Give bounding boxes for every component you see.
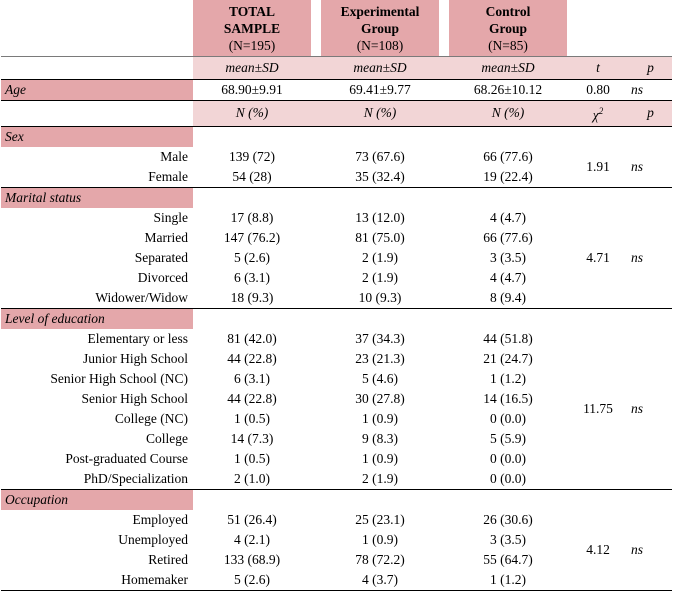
row-exp: 2 (1.9) (362, 269, 398, 285)
header-total-line2: SAMPLE (223, 21, 281, 36)
table-row (1, 208, 672, 228)
row-ctrl: 66 (77.6) (483, 229, 533, 245)
row-ctrl: 1 (1.2) (490, 370, 526, 386)
occupation-section-title: Occupation (1, 489, 193, 510)
row-ctrl: 3 (3.5) (490, 531, 526, 547)
row-label: Unemployed (118, 531, 188, 547)
row-exp: 2 (1.9) (362, 249, 398, 265)
row-exp: 5 (4.6) (362, 370, 398, 386)
row-total: 139 (72) (228, 148, 276, 164)
header-empty (1, 0, 193, 57)
row-exp: 35 (32.4) (355, 168, 405, 184)
header-total (193, 0, 311, 57)
header-exp-line1: Experimental (340, 4, 420, 19)
subheader2-ctrl: N (%) (449, 101, 567, 127)
row-exp: 1 (0.9) (362, 531, 398, 547)
subheader-n-row (1, 101, 672, 127)
age-row (1, 80, 672, 101)
table-row (1, 510, 672, 530)
sex-stat: 1.91 (586, 158, 610, 174)
subheader-exp: mean±SD (321, 57, 439, 80)
row-exp: 78 (72.2) (355, 551, 405, 567)
header-experimental (321, 0, 439, 57)
education-section-header (1, 308, 672, 329)
row-label: Male (160, 148, 188, 164)
row-label: PhD/Specialization (83, 470, 188, 486)
row-total: 17 (8.8) (230, 209, 274, 225)
subheader2-exp: N (%) (321, 101, 439, 127)
row-exp: 81 (75.0) (355, 229, 405, 245)
row-label: Divorced (137, 269, 188, 285)
row-ctrl: 19 (22.4) (483, 168, 533, 184)
row-total: 81 (42.0) (227, 330, 277, 346)
row-label: Single (153, 209, 188, 225)
row-label: Retired (148, 551, 188, 567)
age-ctrl: 68.26±10.12 (449, 80, 567, 101)
row-exp: 13 (12.0) (355, 209, 405, 225)
subheader-mean-row (1, 57, 672, 80)
row-label: Homemaker (1, 570, 193, 591)
row-label: Employed (132, 511, 188, 527)
row-label: Junior High School (82, 350, 188, 366)
subheader-total: mean±SD (193, 57, 311, 80)
header-row (1, 0, 672, 57)
row-ctrl: 0 (0.0) (490, 410, 526, 426)
subheader-ctrl: mean±SD (449, 57, 567, 80)
header-exp-line2: Group (360, 21, 399, 36)
row-ctrl: 8 (9.4) (490, 289, 526, 305)
row-total: 4 (2.1) (234, 531, 270, 547)
row-ctrl: 0 (0.0) (490, 450, 526, 466)
row-exp: 4 (3.7) (321, 570, 439, 591)
occupation-p: ns (629, 510, 672, 591)
row-total: 1 (0.5) (234, 410, 270, 426)
row-exp: 2 (1.9) (362, 470, 398, 486)
row-total: 133 (68.9) (223, 551, 281, 567)
subheader2-total: N (%) (193, 101, 311, 127)
row-label: Post-graduated Course (65, 450, 188, 466)
age-total: 68.90±9.91 (193, 80, 311, 101)
table-sections (1, 126, 672, 590)
marital-stat: 4.71 (586, 249, 610, 265)
row-ctrl: 14 (16.5) (483, 390, 533, 406)
age-p: ns (629, 80, 672, 101)
row-total: 18 (9.3) (230, 289, 274, 305)
row-ctrl: 55 (64.7) (483, 551, 533, 567)
row-label: Widower/Widow (95, 289, 188, 305)
marital-p: ns (631, 249, 644, 265)
row-ctrl: 21 (24.7) (483, 350, 533, 366)
subheader-stat: t (567, 57, 629, 80)
row-label: Senior High School (81, 390, 188, 406)
row-exp: 25 (23.1) (355, 511, 405, 527)
education-stat: 11.75 (583, 400, 613, 416)
sex-p: ns (631, 158, 644, 174)
education-p: ns (631, 400, 644, 416)
table-row (1, 329, 672, 349)
education-section-title: Level of education (1, 308, 193, 329)
row-exp: 10 (9.3) (358, 289, 402, 305)
row-exp: 9 (8.3) (362, 430, 398, 446)
row-ctrl: 66 (77.6) (483, 148, 533, 164)
row-exp: 37 (34.3) (355, 330, 405, 346)
header-total-n: (N=195) (228, 38, 276, 53)
row-exp: 30 (27.8) (355, 390, 405, 406)
row-total: 54 (28) (232, 168, 272, 184)
age-label: Age (1, 80, 193, 101)
subheader-p: p (629, 57, 672, 80)
table-row (1, 147, 672, 167)
sex-section-header (1, 126, 672, 147)
row-total: 51 (26.4) (227, 511, 277, 527)
row-label: Senior High School (NC) (50, 370, 188, 386)
row-ctrl: 3 (3.5) (490, 249, 526, 265)
header-control (449, 0, 567, 57)
row-ctrl: 4 (4.7) (490, 209, 526, 225)
row-total: 6 (3.1) (234, 370, 270, 386)
header-total-line1: TOTAL (228, 4, 276, 19)
row-total: 44 (22.8) (227, 390, 277, 406)
row-total: 2 (1.0) (234, 470, 270, 486)
row-exp: 1 (0.9) (362, 410, 398, 426)
row-label: College (146, 430, 188, 446)
header-ctrl-line1: Control (485, 4, 531, 19)
header-ctrl-line2: Group (488, 21, 527, 36)
row-total: 14 (7.3) (230, 430, 274, 446)
demographics-table (1, 0, 672, 591)
row-label: Female (148, 168, 188, 184)
row-ctrl: 4 (4.7) (490, 269, 526, 285)
occupation-stat: 4.12 (567, 510, 629, 591)
row-label: Elementary or less (87, 330, 188, 346)
header-ctrl-n: (N=85) (488, 38, 528, 53)
row-ctrl: 26 (30.6) (483, 511, 533, 527)
row-exp: 1 (0.9) (362, 450, 398, 466)
row-total: 1 (0.5) (234, 450, 270, 466)
subheader2-stat: $\chi^2$ (567, 101, 629, 127)
row-exp: 23 (21.3) (355, 350, 405, 366)
row-ctrl: 5 (5.9) (490, 430, 526, 446)
row-ctrl: 1 (1.2) (449, 570, 567, 591)
sex-section-title: Sex (1, 126, 193, 147)
row-ctrl: 44 (51.8) (483, 330, 533, 346)
row-total: 5 (2.6) (234, 249, 270, 265)
occupation-section-header (1, 489, 672, 510)
row-total: 6 (3.1) (234, 269, 270, 285)
age-stat: 0.80 (567, 80, 629, 101)
row-label: Separated (134, 249, 188, 265)
age-exp: 69.41±9.77 (321, 80, 439, 101)
marital-section-title: Marital status (1, 187, 193, 208)
row-total: 5 (2.6) (193, 570, 311, 591)
row-total: 44 (22.8) (227, 350, 277, 366)
row-label: College (NC) (114, 410, 188, 426)
header-exp-n: (N=108) (356, 38, 404, 53)
subheader2-p: p (629, 101, 672, 127)
row-ctrl: 0 (0.0) (490, 470, 526, 486)
row-exp: 73 (67.6) (355, 148, 405, 164)
marital-section-header (1, 187, 672, 208)
row-label: Married (144, 229, 188, 245)
row-total: 147 (76.2) (223, 229, 281, 245)
